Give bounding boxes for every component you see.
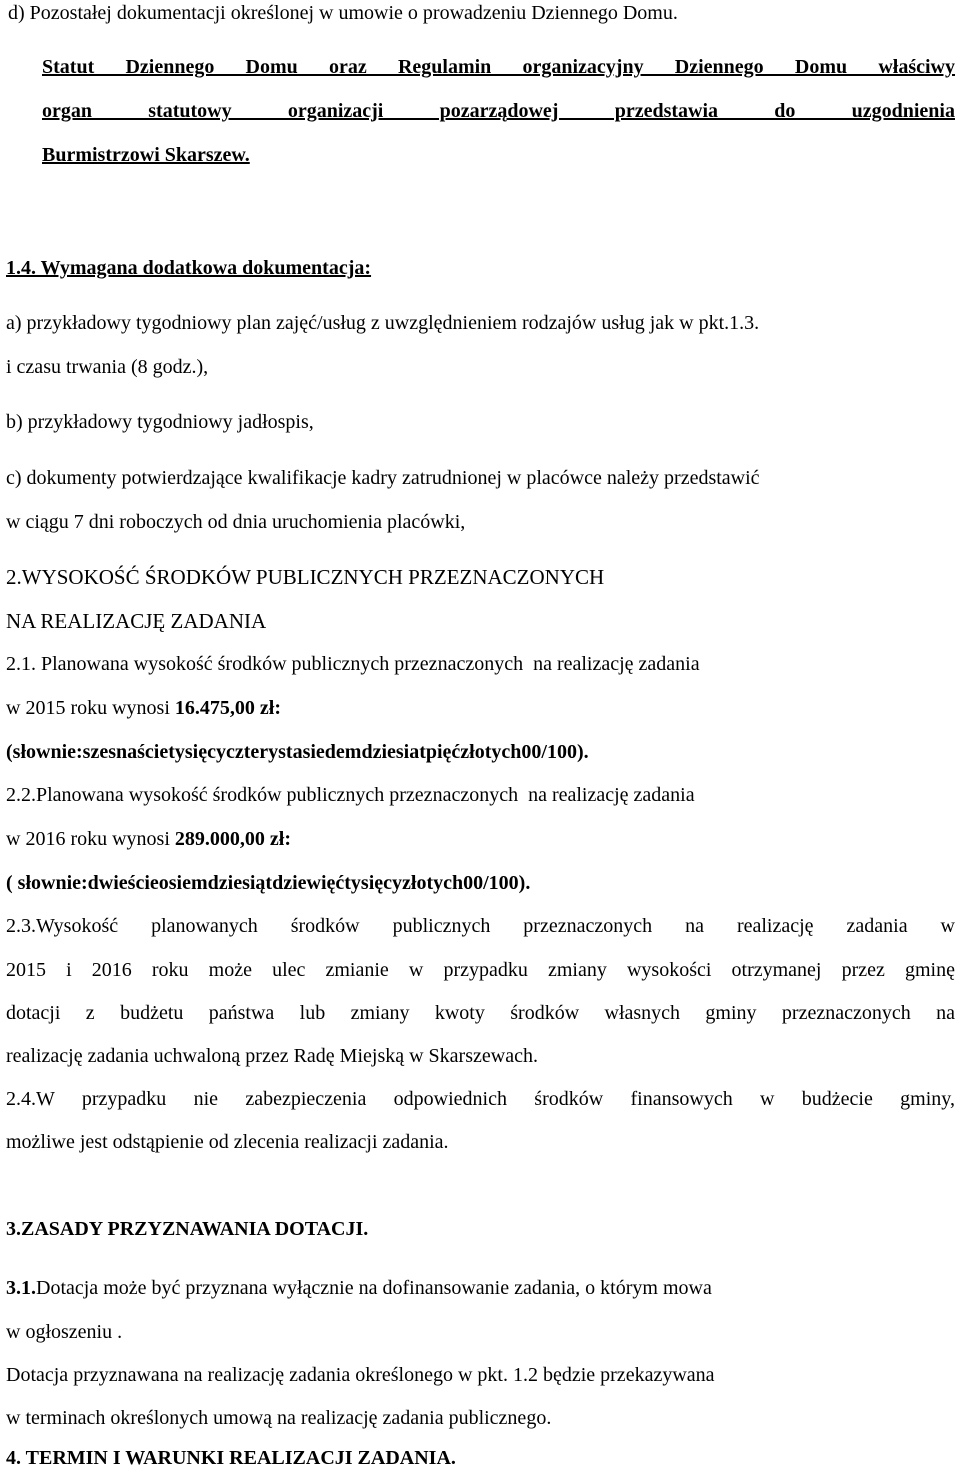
section-2-1-line-2 bbox=[6, 695, 281, 721]
section-2-3-line-3: dotacji z budżetu państwa lub zmiany kwoty środków własnych gminy przeznaczonych na bbox=[6, 1002, 955, 1024]
statute-line-2: organ statutowy organizacji pozarządowej przedstawia do uzgodnienia bbox=[42, 100, 955, 122]
section-2-1-year-text: w 2015 roku wynosi bbox=[6, 697, 175, 719]
amount-2015-in-words: (słownie:szesnaścietysięcyczterystasiedemdziesiatpięćzłotych00/100). bbox=[6, 741, 589, 763]
section-2-4-line-1: 2.4.W przypadku nie zabezpieczenia odpowiednich środków finansowych w budżecie gminy, bbox=[6, 1088, 955, 1110]
section-2-3-line-2: 2015 i 2016 roku może ulec zmianie w przypadku zmiany wysokości otrzymanej przez gminę bbox=[6, 959, 955, 981]
section-2-heading-line-1: 2.WYSOKOŚĆ ŚRODKÓW PUBLICZNYCH PRZEZNACZONYCH bbox=[6, 565, 605, 589]
section-3-heading: 3.ZASADY PRZYZNAWANIA DOTACJI. bbox=[6, 1218, 369, 1240]
amount-2015: 16.475,00 zł: bbox=[174, 697, 281, 719]
para-d-text: d) Pozostałej dokumentacji określonej w umowie o prowadzeniu Dziennego Domu. bbox=[8, 2, 678, 24]
item-c-line-2: w ciągu 7 dni roboczych od dnia uruchomienia placówki, bbox=[6, 511, 466, 533]
section-2-2-line-1: 2.2.Planowana wysokość środków publicznych przeznaczonych na realizację zadania bbox=[6, 784, 695, 806]
section-3-1-line-1 bbox=[6, 1275, 712, 1301]
item-a-line-1: a) przykładowy tygodniowy plan zajęć/usług z uwzględnieniem rodzajów usług jak w pkt.1.3. bbox=[6, 312, 760, 334]
section-3-1-line-3: Dotacja przyznawana na realizację zadania określonego w pkt. 1.2 będzie przekazywana bbox=[6, 1364, 715, 1386]
statute-line-3: Burmistrzowi Skarszew. bbox=[42, 144, 250, 166]
section-2-4-line-2: możliwe jest odstąpienie od zlecenia realizacji zadania. bbox=[6, 1131, 449, 1153]
amount-2016-in-words: ( słownie:dwieścieosiemdziesiątdziewięćtysięcyzłotych00/100). bbox=[6, 872, 531, 894]
section-2-3-line-1: 2.3.Wysokość planowanych środków publicznych przeznaczonych na realizację zadania w bbox=[6, 915, 955, 937]
section-4-heading: 4. TERMIN I WARUNKI REALIZACJI ZADANIA. bbox=[6, 1447, 456, 1469]
section-1-4-heading: 1.4. Wymagana dodatkowa dokumentacja: bbox=[6, 257, 372, 279]
section-2-2-year-text: w 2016 roku wynosi bbox=[6, 828, 175, 850]
item-c-line-1: c) dokumenty potwierdzające kwalifikacje kadry zatrudnionej w placówce należy przedstawić bbox=[6, 467, 760, 489]
section-3-1-line-4: w terminach określonych umową na realizację zadania publicznego. bbox=[6, 1407, 552, 1429]
section-2-3-line-4: realizację zadania uchwaloną przez Radę Miejską w Skarszewach. bbox=[6, 1045, 538, 1067]
section-2-heading-line-2: NA REALIZACJĘ ZADANIA bbox=[6, 609, 267, 633]
section-3-1-line-2: w ogłoszeniu . bbox=[6, 1321, 123, 1343]
amount-2016: 289.000,00 zł: bbox=[174, 828, 291, 850]
statute-line-1: Statut Dziennego Domu oraz Regulamin organizacyjny Dziennego Domu właściwy bbox=[42, 56, 955, 78]
section-3-1-number: 3.1. bbox=[6, 1277, 36, 1299]
item-a-line-2: i czasu trwania (8 godz.), bbox=[6, 356, 209, 378]
section-2-1-line-1: 2.1. Planowana wysokość środków publicznych przeznaczonych na realizację zadania bbox=[6, 653, 700, 675]
item-b: b) przykładowy tygodniowy jadłospis, bbox=[6, 411, 314, 433]
section-3-1-text: Dotacja może być przyznana wyłącznie na dofinansowanie zadania, o którym mowa bbox=[36, 1277, 712, 1299]
section-2-2-line-2 bbox=[6, 826, 291, 852]
